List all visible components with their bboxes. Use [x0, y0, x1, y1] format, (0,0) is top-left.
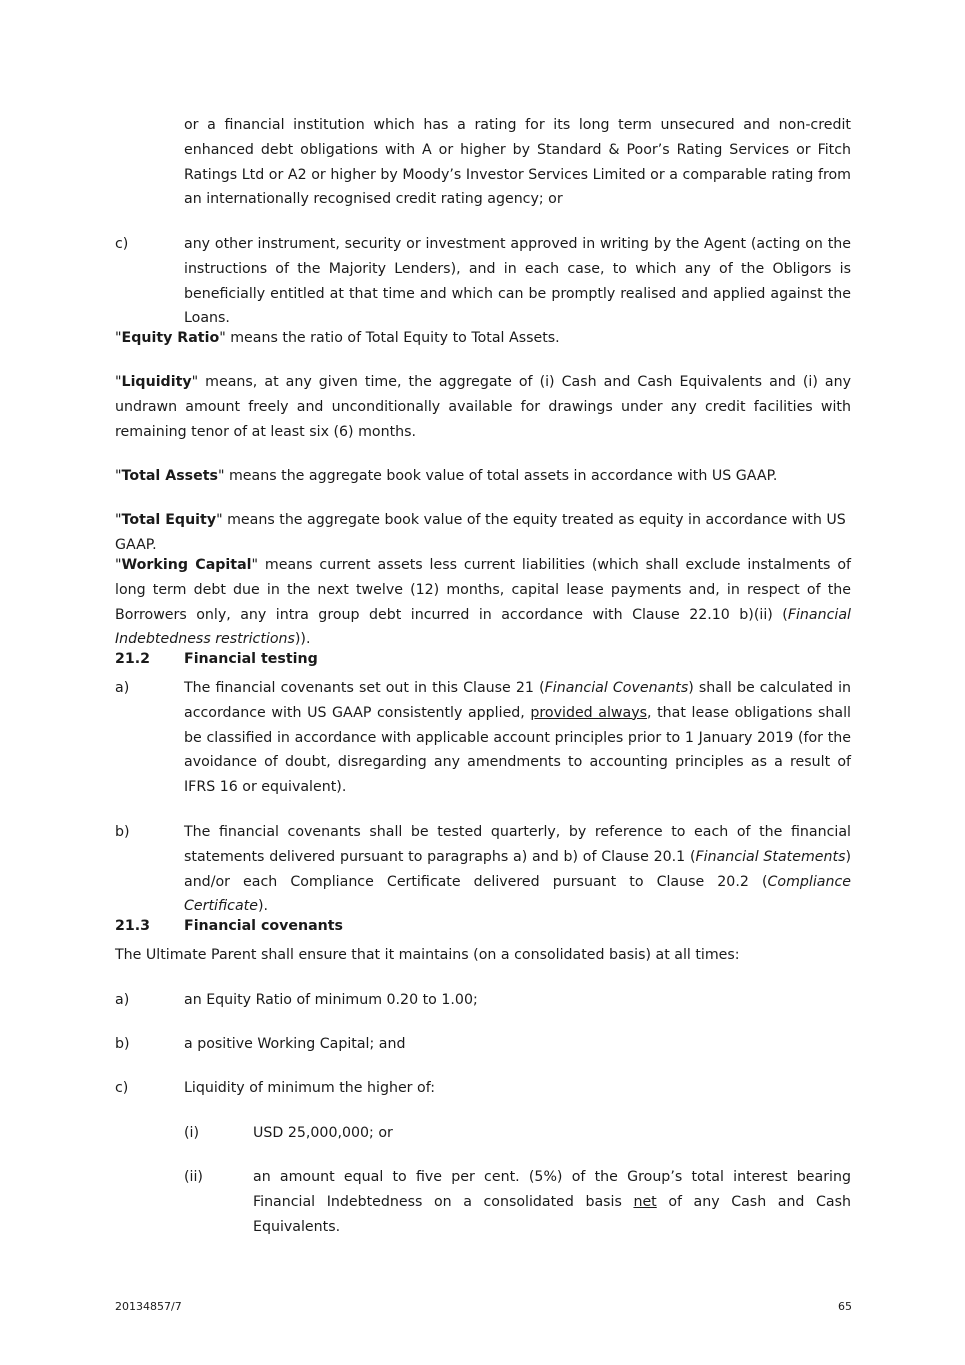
defined-term: Total Assets: [121, 468, 218, 484]
section-title: Financial testing: [184, 651, 318, 667]
definition-text: " means, at any given time, the aggregate of (i) Cash and Cash Equivalents and (i) any undrawn amount freely and unconditionally available for drawings under any credit facilities with remaining tenor of at least six (6) months.: [115, 374, 851, 440]
text-run: , that lease obligations shall be classified in accordance with applicable account principles prior to 1 January 2019 (for the avoidance of doubt, disregarding any amendments to accounting principles as a result of IFRS 16 or equivalent).: [184, 704, 851, 796]
text-run: The financial covenants set out in this Clause 21 (: [184, 680, 545, 696]
underlined-term: net: [633, 1193, 657, 1210]
sub-list-label: (ii): [184, 1169, 203, 1185]
clause-reference: Financial Indebtedness restrictions: [115, 606, 851, 648]
list-label: c): [115, 1080, 129, 1096]
section-number: 21.3: [115, 918, 151, 934]
paragraph-c: any other instrument, security or investment approved in writing by the Agent (acting on the instructions of the Majority Lenders), and in each case, to which any of the Obligors is beneficially entitled at that time and which can be promptly realised and applied against the Loans.: [184, 236, 851, 327]
definition-equity-ratio: "Equity Ratio" means the ratio of Total Equity to Total Assets.: [115, 330, 560, 346]
clause-reference: Financial Statements: [695, 848, 846, 865]
list-label: a): [115, 680, 130, 696]
list-label: b): [115, 1036, 130, 1052]
document-reference: 20134857/7: [115, 1300, 182, 1313]
definition-total-assets: "Total Assets" means the aggregate book value of total assets in accordance with US GAAP.: [115, 468, 778, 484]
clause-reference: Compliance Certificate: [184, 873, 851, 915]
text-run: ).: [257, 898, 268, 915]
text-run: ) and/or each Compliance Certificate delivered pursuant to Clause 20.2 (: [184, 848, 852, 890]
definition-working-capital: "Working Capital" means current assets less current liabilities (which shall exclude instalments of long term debt due in the next twelve (12) months, capital lease payments and, in respect of the Borrowers only, any intra group debt incurred in accordance with Clause 22.10 b)(ii) (Financial Indebtedness restrictions)).: [115, 557, 851, 648]
defined-term: Liquidity: [121, 374, 192, 390]
sub-list-label: (i): [184, 1125, 200, 1141]
definition-text-end: )).: [294, 631, 311, 648]
definition-text: " means the aggregate book value of total assets in accordance with US GAAP.: [217, 468, 778, 484]
list-label: c): [115, 236, 129, 252]
liquidity-option-ii: [253, 1165, 851, 1239]
clause-reference: Financial Covenants: [544, 680, 689, 696]
text-run: ) shall be calculated in accordance with US GAAP consistently applied,: [184, 680, 852, 721]
paragraph-b-continuation: or a financial institution which has a rating for its long term unsecured and non-credit enhanced debt obligations with A or higher by Standard & Poor’s Rating Services or Fitch Ratings Ltd or A2 or higher by Moody’s Investor Services Limited or a comparable rating from an internationally recognised credit rating agency; or: [184, 117, 851, 208]
definition-total-equity: "Total Equity" means the aggregate book value of the equity treated as equity in accordance with US GAAP.: [115, 512, 846, 553]
paragraph-21-2-a: [184, 676, 851, 800]
liquidity-option-i: USD 25,000,000; or: [253, 1125, 393, 1141]
definition-liquidity: "Liquidity" means, at any given time, the aggregate of (i) Cash and Cash Equivalents and (i) any undrawn amount freely and unconditionally available for drawings under any credit facilities with remaining tenor of at least six (6) months.: [115, 374, 851, 440]
paragraph-21-2-b: [184, 820, 851, 919]
covenant-working-capital: a positive Working Capital; and: [184, 1036, 406, 1052]
text-run: The financial covenants shall be tested quarterly, by reference to each of the financial statements delivered pursuant to paragraphs a) and b) of Clause 20.1 (: [184, 824, 851, 865]
definition-text: " means current assets less current liabilities (which shall exclude instalments of long term debt due in the next twelve (12) months, capital lease payments and, in respect of the Borrowers only, any intra group debt incurred in accordance with Clause 22.10 b)(ii) (: [115, 557, 851, 623]
definition-text: " means the ratio of Total Equity to Total Assets.: [219, 330, 560, 346]
underlined-term: provided always: [530, 704, 648, 721]
section-intro: The Ultimate Parent shall ensure that it maintains (on a consolidated basis) at all times:: [115, 947, 740, 963]
defined-term: Total Equity: [121, 512, 217, 528]
text-run: an amount equal to five per cent. (5%) of the Group’s total interest bearing Financial Indebtedness on a consolidated basis: [253, 1169, 851, 1210]
section-number: 21.2: [115, 651, 151, 667]
covenant-liquidity: Liquidity of minimum the higher of:: [184, 1080, 435, 1096]
page-number: 65: [838, 1300, 852, 1313]
covenant-equity-ratio: an Equity Ratio of minimum 0.20 to 1.00;: [184, 992, 478, 1008]
section-title: Financial covenants: [184, 918, 344, 934]
definition-text: " means the aggregate book value of the equity treated as equity in accordance with US GAAP.: [115, 512, 846, 553]
text-run: of any Cash and Cash Equivalents.: [253, 1193, 851, 1235]
defined-term: Equity Ratio: [121, 330, 220, 346]
list-label: a): [115, 992, 130, 1008]
defined-term: Working Capital: [121, 557, 252, 573]
list-label: b): [115, 824, 130, 840]
